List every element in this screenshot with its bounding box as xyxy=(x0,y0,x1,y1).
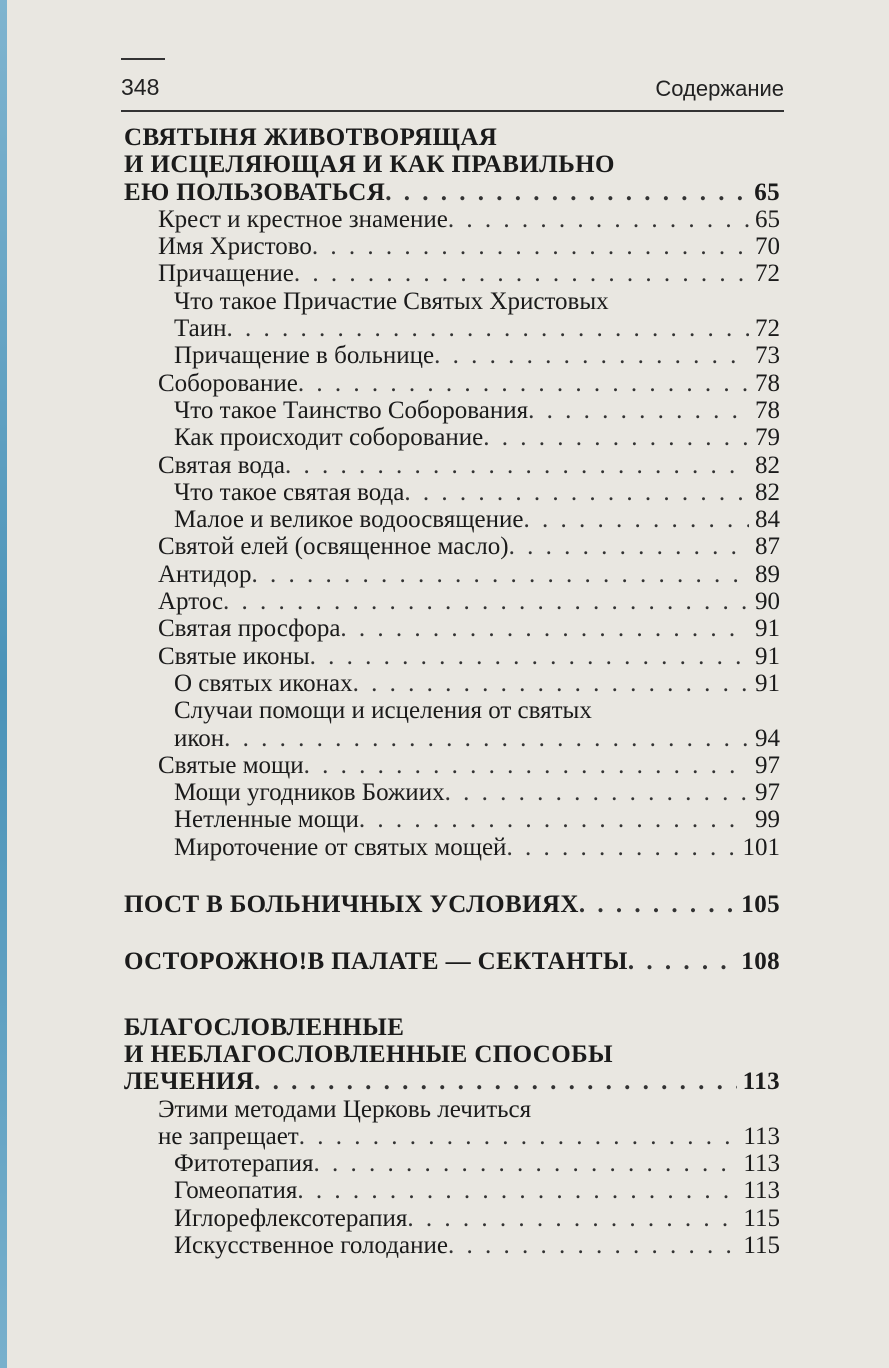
toc-entry-label: Святая вода xyxy=(158,451,285,479)
toc-entry xyxy=(124,779,780,806)
section-title-line: СВЯТЫНЯ ЖИВОТВОРЯЩАЯ xyxy=(124,124,498,151)
toc-section-title: ЕЮ ПОЛЬЗОВАТЬСЯ xyxy=(124,178,386,206)
dot-leader xyxy=(304,752,749,779)
dot-leader xyxy=(251,561,749,588)
toc-entry-label: Искусственное голодание xyxy=(174,1231,448,1259)
toc-page-number: 91 xyxy=(755,615,780,643)
toc-page-number: 99 xyxy=(755,806,780,834)
toc-entry-label: Причащение xyxy=(158,260,294,288)
page-number: 348 xyxy=(121,74,160,100)
toc-entry xyxy=(124,452,780,479)
toc-page-number: 91 xyxy=(755,669,780,697)
dot-leader xyxy=(509,533,749,560)
toc-entry xyxy=(124,233,780,260)
dot-leader xyxy=(298,370,749,397)
toc-entry-label: Соборование xyxy=(158,369,298,397)
toc-entry-label: Мощи угодников Божиих xyxy=(174,779,445,807)
toc-entry-label: Крест и крестное знамение xyxy=(158,205,448,233)
dot-leader xyxy=(254,1068,737,1095)
toc-entry xyxy=(124,1177,780,1204)
toc-page-number: 72 xyxy=(755,260,780,288)
dot-leader xyxy=(299,1123,738,1150)
toc-entry-first-line: Что такое Причастие Святых Христовых xyxy=(174,287,609,315)
toc-page-number: 97 xyxy=(755,751,780,779)
toc-entry xyxy=(124,1150,780,1177)
section-title-line: И НЕБЛАГОСЛОВЛЕННЫЕ СПОСОБЫ xyxy=(124,1040,613,1068)
dot-leader xyxy=(448,1232,737,1259)
toc-entry xyxy=(124,643,780,670)
toc-page-number: 84 xyxy=(755,506,780,534)
toc-section xyxy=(124,179,780,206)
toc-entry-label: Иглорефлексотерапия xyxy=(174,1204,408,1232)
dot-leader xyxy=(313,1150,737,1177)
toc-entry xyxy=(124,752,780,779)
toc-entry-label: Святые мощи xyxy=(158,751,304,779)
toc-page-number: 113 xyxy=(743,1177,780,1205)
dot-leader xyxy=(224,725,749,752)
toc-entry-label: Антидор xyxy=(158,560,252,588)
dot-leader xyxy=(528,397,749,424)
section-gap xyxy=(124,861,780,891)
table-of-contents xyxy=(124,124,780,1259)
toc-entry xyxy=(124,260,780,287)
toc-entry xyxy=(124,315,780,342)
dot-leader xyxy=(579,891,735,918)
toc-entry xyxy=(124,206,780,233)
toc-page-number: 113 xyxy=(743,1122,780,1150)
toc-entry-label: Святая просфора xyxy=(158,615,341,643)
toc-page-number: 79 xyxy=(755,424,780,452)
toc-page-number: 115 xyxy=(743,1204,780,1232)
toc-page-number: 70 xyxy=(755,233,780,261)
toc-entry xyxy=(124,342,780,369)
toc-entry xyxy=(124,397,780,424)
toc-page-number: 101 xyxy=(742,833,780,861)
dot-leader xyxy=(445,779,749,806)
toc-entry-label: не запрещает xyxy=(158,1122,299,1150)
header-short-rule xyxy=(121,58,165,60)
dot-leader xyxy=(297,1177,737,1204)
toc-page-number: 72 xyxy=(755,315,780,343)
dot-leader xyxy=(359,806,749,833)
toc-section-title: ОСТОРОЖНО!В ПАЛАТЕ — СЕКТАНТЫ xyxy=(124,948,628,976)
toc-entry-label: Святой елей (освященное масло) xyxy=(158,533,509,561)
toc-page-number: 113 xyxy=(743,1150,780,1178)
toc-page-number: 82 xyxy=(755,451,780,479)
toc-page-number: 113 xyxy=(742,1068,780,1096)
toc-entry-label: Мироточение от святых мощей xyxy=(174,833,507,861)
toc-page-number: 78 xyxy=(755,396,780,424)
toc-entry-first-line: Этими методами Церковь лечиться xyxy=(158,1095,532,1123)
toc-entry xyxy=(124,1232,780,1259)
toc-entry-label: Имя Христово xyxy=(158,233,312,261)
toc-entry xyxy=(124,725,780,752)
section-gap xyxy=(124,918,780,948)
toc-entry xyxy=(124,533,780,560)
toc-entry-label: Что такое Таинство Соборования xyxy=(174,396,529,424)
toc-entry xyxy=(124,1205,780,1232)
toc-entry xyxy=(124,561,780,588)
toc-page-number: 115 xyxy=(743,1231,780,1259)
toc-page-number: 73 xyxy=(755,342,780,370)
toc-entry-label: Артос xyxy=(158,588,224,616)
toc-section xyxy=(124,948,780,975)
dot-leader xyxy=(407,1205,737,1232)
toc-entry-label: Как происходит соборование xyxy=(174,424,484,452)
toc-entry xyxy=(124,670,780,697)
toc-entry-label: Малое и великое водоосвящение xyxy=(174,506,524,534)
section-title-line: И ИСЦЕЛЯЮЩАЯ И КАК ПРАВИЛЬНО xyxy=(124,151,615,179)
toc-entry xyxy=(124,615,780,642)
section-title-line: БЛАГОСЛОВЛЕННЫЕ xyxy=(124,1013,405,1041)
toc-entry-label: Святые иконы xyxy=(158,642,310,670)
dot-leader xyxy=(523,506,749,533)
section-gap xyxy=(124,976,780,1014)
dot-leader xyxy=(353,670,749,697)
dot-leader xyxy=(227,315,749,342)
toc-entry-label: Фитотерапия xyxy=(174,1150,314,1178)
dot-leader xyxy=(385,179,748,206)
dot-leader xyxy=(628,948,735,975)
toc-page-number: 87 xyxy=(755,533,780,561)
toc-section xyxy=(124,891,780,918)
dot-leader xyxy=(448,206,749,233)
toc-page-number: 65 xyxy=(755,205,780,233)
toc-page-number: 78 xyxy=(755,369,780,397)
toc-entry-label: Таин xyxy=(174,315,227,343)
toc-page-number: 90 xyxy=(755,588,780,616)
toc-entry-label: Нетленные мощи xyxy=(174,806,359,834)
running-title: Содержание xyxy=(655,76,784,101)
toc-entry-label: Причащение в больнице xyxy=(174,342,435,370)
toc-entry xyxy=(124,479,780,506)
toc-section xyxy=(124,1068,780,1095)
dot-leader xyxy=(434,342,749,369)
toc-entry xyxy=(124,806,780,833)
toc-page-number: 108 xyxy=(741,948,780,976)
toc-section-title: ЛЕЧЕНИЯ xyxy=(124,1068,255,1096)
dot-leader xyxy=(285,452,749,479)
dot-leader xyxy=(223,588,749,615)
dot-leader xyxy=(312,233,749,260)
dot-leader xyxy=(340,615,749,642)
toc-page-number: 105 xyxy=(741,891,780,919)
dot-leader xyxy=(294,260,749,287)
toc-entry xyxy=(124,370,780,397)
toc-entry-label: Гомеопатия xyxy=(174,1177,298,1205)
toc-entry xyxy=(124,588,780,615)
toc-entry xyxy=(124,1123,780,1150)
toc-entry-label: Что такое святая вода xyxy=(174,478,405,506)
toc-entry-first-line: Случаи помощи и исцеления от святых xyxy=(174,697,592,725)
toc-entry xyxy=(124,506,780,533)
toc-entry xyxy=(124,834,780,861)
toc-page-number: 89 xyxy=(755,560,780,588)
toc-section-title: ПОСТ В БОЛЬНИЧНЫХ УСЛОВИЯХ xyxy=(124,891,579,919)
toc-page-number: 94 xyxy=(755,724,780,752)
toc-page-number: 97 xyxy=(755,779,780,807)
toc-entry xyxy=(124,424,780,451)
toc-page-number: 82 xyxy=(755,478,780,506)
toc-entry-label: икон xyxy=(174,724,225,752)
dot-leader xyxy=(310,643,749,670)
dot-leader xyxy=(506,834,736,861)
toc-page-number: 65 xyxy=(754,178,780,206)
toc-entry-label: О святых иконах xyxy=(174,669,353,697)
header-rule xyxy=(121,110,784,112)
dot-leader xyxy=(404,479,749,506)
dot-leader xyxy=(483,424,749,451)
toc-page-number: 91 xyxy=(755,642,780,670)
